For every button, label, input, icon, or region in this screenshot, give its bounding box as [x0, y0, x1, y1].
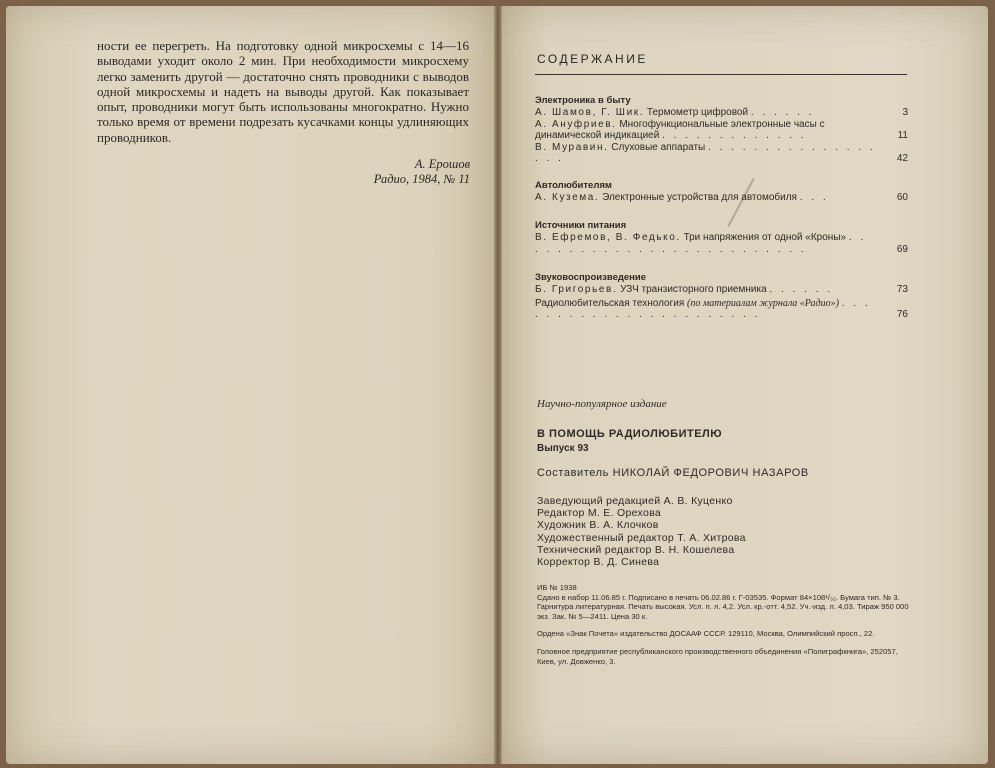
credit-line: Заведующий редакцией А. В. Куценко: [537, 495, 733, 507]
toc-section-title: Электроника в быту: [535, 95, 631, 106]
article-author: А. Ерошов: [414, 157, 470, 171]
credit-line: Художественный редактор Т. А. Хитрова: [537, 531, 746, 544]
publication-genre: Научно-популярное издание: [537, 398, 667, 410]
toc-entry-text: Электронные устройства для автомобиля: [602, 191, 797, 203]
toc-section-title: Звуковоспроизведение: [535, 272, 647, 283]
toc-entry-author: А. Ануфриев.: [535, 118, 617, 130]
toc-entry-text: Три напряжения от одной «Кроны»: [683, 232, 847, 243]
table-of-contents: [535, 94, 910, 330]
toc-section: [535, 271, 910, 321]
left-paragraph: ности ее перегреть. На подготовку одной микросхемы с 14—16 выводами уходит около 2 мин. При необходимости микросхему легко заменить другой — достаточно снять проводники с выводов одной микросхемы и надеть на выводы другой. Как показывает опыт, проводники могут быть использованы многократно. Нужно только время от времени подрезать кусачками концы удлиняющих проводников.: [97, 38, 469, 145]
toc-entry-text: Термометр цифровой: [646, 107, 749, 118]
credit-line: Корректор В. Д. Синева: [537, 556, 660, 569]
credit-line: Художник В. А. Клочков: [537, 519, 659, 532]
toc-entry-page: 42: [896, 153, 908, 164]
article-signature: [250, 157, 470, 187]
credit-line: Технический редактор В. Н. Кошелева: [537, 543, 735, 556]
toc-divider: [535, 74, 907, 75]
toc-entry-author: А. Кузема.: [535, 191, 600, 203]
print-info: ИБ № 1938 Сдано в набор 11.06.85 г. Подписано в печать 06.02.86 г. Г-03535. Формат 84×108¹/₃₂. Бумага тип. № 3. Гарнитура литературная. Печать высокая. Усл. п. л. 4,2. Усл. кр.-отт. 4,52. Уч.-изд. л. 4,03. Тираж 950 000 экз. Зак. № 5—2411. Цена 30 к.: [537, 583, 909, 621]
toc-entry-note: (по материалам журнала «Радио»): [687, 297, 839, 309]
toc-entry-text: Многофункциональные электронные часы с динамической индикацией: [535, 118, 825, 141]
publication-info: [537, 583, 915, 674]
toc-entry-page: 60: [896, 191, 908, 203]
toc-entry-page: 3: [902, 107, 908, 118]
toc-section: [535, 179, 910, 204]
toc-entry: А. Ануфриев. Многофункциональные электронные часы с динамической индикацией . . . . . . . . . . . . . 11: [535, 118, 908, 141]
toc-title: СОДЕРЖАНИЕ: [537, 52, 648, 66]
toc-entry: Б. Григорьев. УЗЧ транзисторного приемника . . . . . . 73: [535, 284, 908, 295]
compiler-name: НИКОЛАЙ ФЕДОРОВИЧ НАЗАРОВ: [612, 467, 809, 479]
toc-entry: А. Шамов, Г. Шик. Термометр цифровой . . . . . . 3: [535, 107, 908, 118]
compiler-line: [537, 467, 809, 479]
toc-section: [535, 219, 910, 255]
issue-number: Выпуск 93: [537, 443, 589, 454]
credit-line: Редактор М. Е. Орехова: [537, 507, 662, 520]
article-source: Радио, 1984, № 11: [373, 172, 470, 186]
publisher-info: Ордена «Знак Почета» издательство ДОСААФ СССР. 129110, Москва, Олимпийский просп., 22.: [537, 629, 875, 639]
toc-entry-author: А. Шамов, Г. Шик.: [535, 107, 645, 118]
book-gutter: [494, 6, 502, 764]
toc-entry-page: 11: [897, 130, 908, 141]
toc-entry-text: Слуховые аппараты: [611, 141, 706, 153]
toc-entry-text: Радиолюбительская технология: [535, 297, 685, 309]
toc-entry-author: В. Муравин.: [535, 141, 609, 153]
toc-entry-page: 73: [896, 284, 908, 295]
toc-entry-author: В. Ефремов, В. Федько.: [535, 232, 681, 243]
credits-list: [537, 495, 746, 568]
toc-section: [535, 94, 910, 165]
compiler-label: Составитель: [537, 467, 609, 479]
toc-entry-page: 76: [896, 309, 908, 320]
toc-entry: А. Кузема. Электронные устройства для автомобиля . . . 60: [535, 191, 908, 203]
left-page-text: [97, 38, 469, 145]
toc-section-title: Источники питания: [535, 220, 627, 231]
toc-entry-author: Б. Григорьев.: [535, 284, 618, 295]
toc-section-title: Автолюбителям: [535, 179, 612, 191]
toc-entry: Радиолюбительская технология (по материалам журнала «Радио») . . . . . . . . . . . . . . . . . . . . . . . 76: [535, 297, 908, 320]
toc-entry: В. Ефремов, В. Федько. Три напряжения от одной «Кроны» . . . . . . . . . . . . . . . . . . . . . . . . . . 69: [535, 232, 908, 255]
toc-entry-page: 69: [896, 243, 908, 255]
printer-info: Головное предприятие республиканского производственного объединения «Полиграфкнига», 252057, Киев, ул. Довженко, 3.: [537, 646, 898, 666]
toc-entry-text: УЗЧ транзисторного приемника: [620, 284, 767, 295]
series-title: В ПОМОЩЬ РАДИОЛЮБИТЕЛЮ: [537, 428, 723, 440]
toc-entry: В. Муравин. Слуховые аппараты . . . . . . . . . . . . . . . . . . 42: [535, 141, 908, 164]
